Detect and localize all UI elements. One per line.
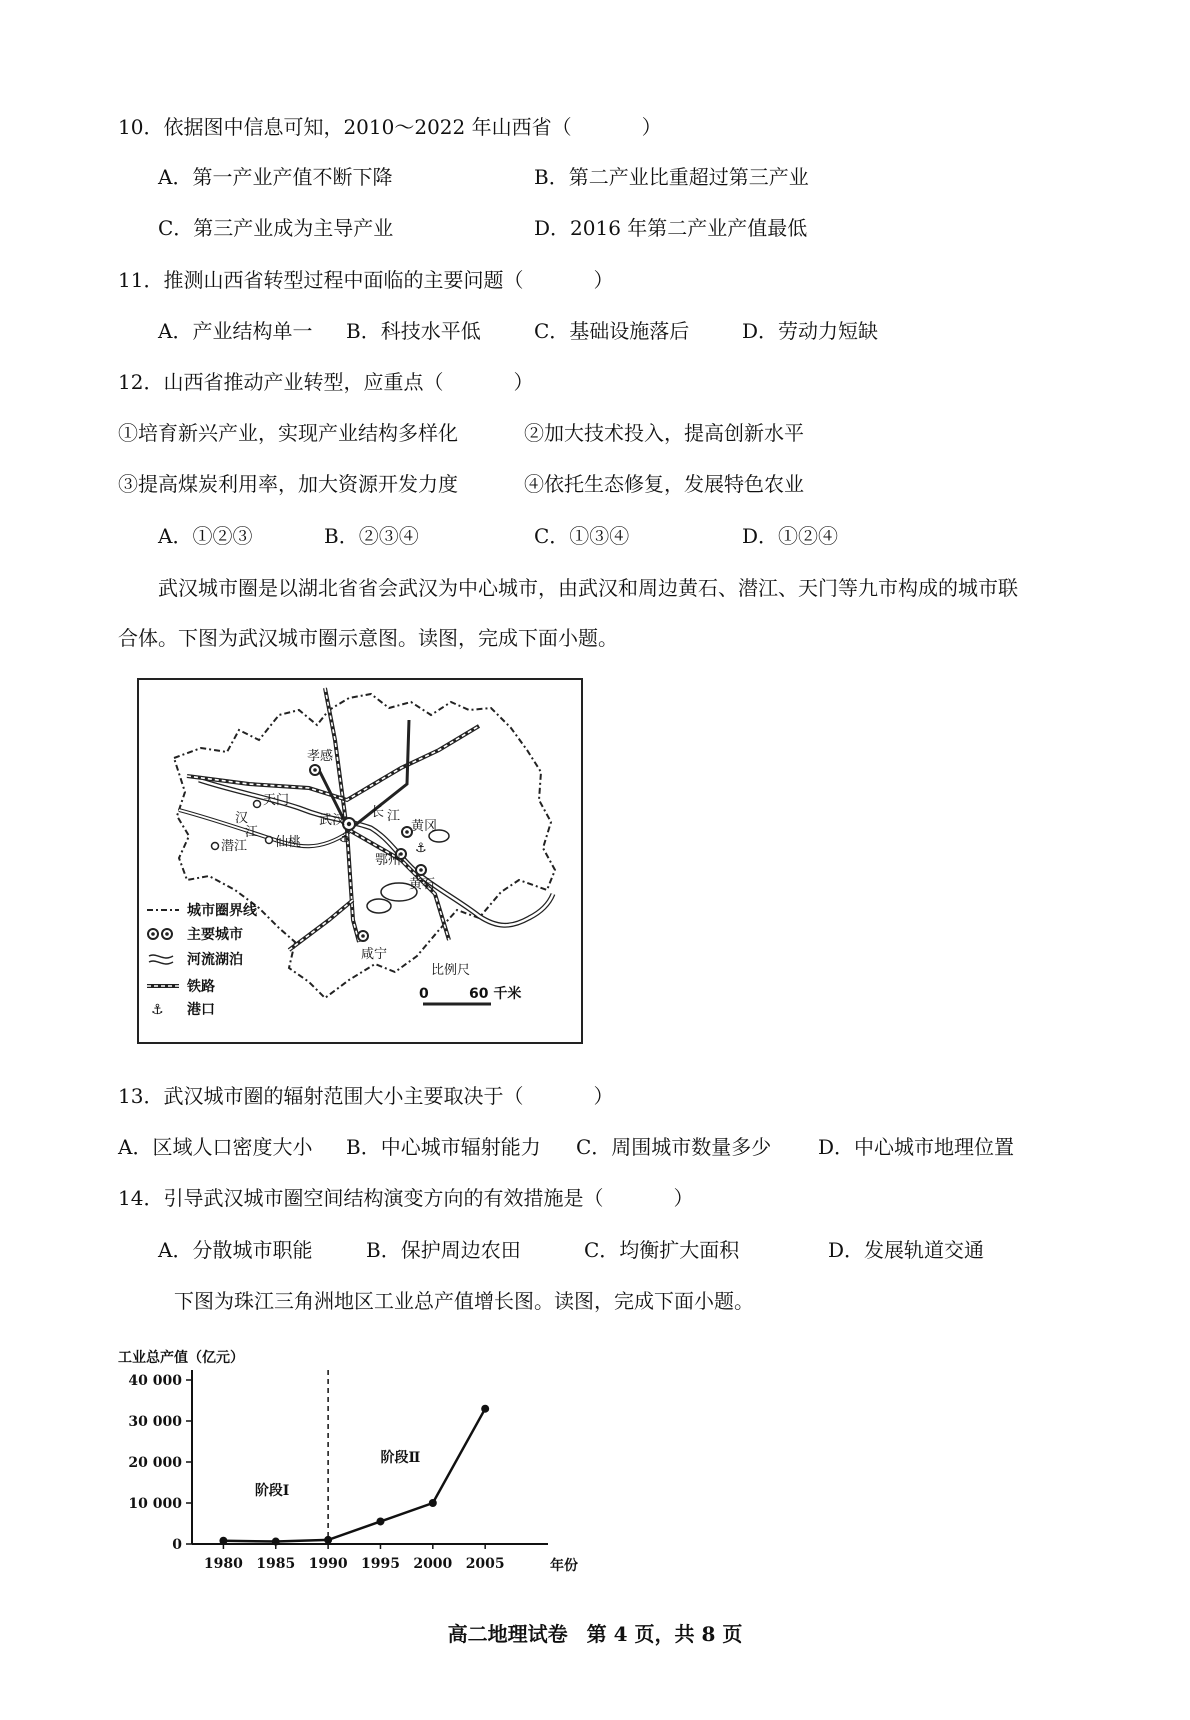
- y-tick-label: 10 000: [128, 1496, 182, 1512]
- city-qianjiang: [212, 843, 219, 850]
- map-legend: [147, 902, 258, 1018]
- x-tick-label: 2000: [413, 1556, 453, 1572]
- q12-option-d: D．①②④: [742, 524, 839, 548]
- label-wuhan: 武汉: [319, 813, 346, 828]
- label-jiang-han: 江: [245, 825, 259, 840]
- series-line: [223, 1409, 485, 1542]
- label-xiantao: 仙桃: [275, 835, 302, 850]
- wuhan-city-circle-map: [137, 678, 583, 1044]
- y-tick-label: 0: [172, 1537, 182, 1553]
- q12-item-4: ④依托生态修复，发展特色农业: [524, 472, 804, 496]
- q11-stem: 11．推测山西省转型过程中面临的主要问题（ ）: [118, 268, 614, 292]
- y-tick-label: 30 000: [128, 1414, 182, 1430]
- y-tick-label: 40 000: [128, 1373, 182, 1389]
- map-scale: [419, 963, 521, 1004]
- page-footer: [0, 1618, 1190, 1647]
- port-icon: ⚓: [339, 831, 351, 846]
- q13-stem: 13．武汉城市圈的辐射范围大小主要取决于（ ）: [118, 1084, 614, 1108]
- label-tianmen: 天门: [263, 793, 290, 808]
- data-point: [481, 1405, 489, 1413]
- q10-stem: 10．依据图中信息可知，2010～2022 年山西省（ ）: [118, 115, 662, 139]
- city-xiantao: [266, 837, 273, 844]
- port-icon: ⚓: [415, 841, 427, 856]
- scale-value: 60 千米: [469, 986, 522, 1002]
- passage-wuhan-line2: 合体。下图为武汉城市圈示意图。读图，完成下面小题。: [118, 626, 618, 650]
- x-tick-label: 1995: [360, 1556, 400, 1572]
- annotation-stage-1: 阶段Ⅰ: [254, 1482, 290, 1499]
- data-point: [272, 1538, 280, 1546]
- x-tick-label: 1980: [203, 1556, 243, 1572]
- map-svg: [139, 680, 581, 1042]
- q14-option-a: A．分散城市职能: [158, 1238, 313, 1262]
- footer-subject: 高二地理试卷: [447, 1622, 568, 1646]
- q10-option-c: C．第三产业成为主导产业: [158, 216, 394, 240]
- x-tick-label: 1990: [308, 1556, 348, 1572]
- label-xianning: 咸宁: [361, 947, 388, 962]
- q14-stem: 14．引导武汉城市圈空间结构演变方向的有效措施是（ ）: [118, 1186, 694, 1210]
- legend-river: 河流湖泊: [187, 952, 243, 968]
- q13-option-b: B．中心城市辐射能力: [346, 1135, 541, 1159]
- q14-option-b: B．保护周边农田: [366, 1238, 521, 1262]
- legend-port: 港口: [187, 1002, 215, 1018]
- anchor-icon: ⚓: [151, 1002, 164, 1018]
- label-qianjiang: 潜江: [221, 839, 248, 854]
- q13-option-d: D．中心城市地理位置: [818, 1135, 1015, 1159]
- scale-title: 比例尺: [431, 963, 471, 978]
- q10-option-b: B．第二产业比重超过第三产业: [534, 165, 809, 189]
- q11-option-a: A．产业结构单一: [158, 319, 313, 343]
- q12-option-c: C．①③④: [534, 524, 630, 548]
- q12-item-3: ③提高煤炭利用率，加大资源开发力度: [118, 472, 458, 496]
- x-tick-label: 1985: [256, 1556, 296, 1572]
- footer-page: 第 4 页，共 8 页: [586, 1622, 743, 1646]
- label-jiang-chang: 江: [387, 809, 401, 824]
- y-tick-label: 20 000: [128, 1455, 182, 1471]
- annotation-stage-2: 阶段Ⅱ: [380, 1450, 421, 1466]
- q13-option-c: C．周围城市数量多少: [576, 1135, 772, 1159]
- legend-boundary: 城市圈界线: [187, 903, 257, 919]
- scale-zero: 0: [419, 986, 429, 1002]
- city-huangshi: [416, 865, 426, 875]
- label-huangshi: 黄石: [409, 877, 436, 892]
- q10-option-d: D．2016 年第二产业产值最低: [534, 216, 808, 240]
- passage-wuhan-line1: 武汉城市圈是以湖北省省会武汉为中心城市，由武汉和周边黄石、潜江、天门等九市构成的城市联: [158, 576, 1018, 600]
- label-xiaogan: 孝感: [307, 749, 334, 764]
- q13-option-a: A．区域人口密度大小: [118, 1135, 313, 1159]
- x-tick-label: 2005: [465, 1556, 505, 1572]
- label-chang: 长: [371, 805, 385, 820]
- label-huanggang: 黄冈: [411, 819, 438, 834]
- passage-prd: 下图为珠江三角洲地区工业总产值增长图。读图，完成下面小题。: [174, 1289, 754, 1313]
- q12-option-b: B．②③④: [324, 524, 419, 548]
- q14-option-c: C．均衡扩大面积: [584, 1238, 740, 1262]
- q11-option-d: D．劳动力短缺: [742, 319, 879, 343]
- data-point: [376, 1517, 384, 1525]
- industrial-output-chart: [118, 1340, 588, 1590]
- q12-item-1: ①培育新兴产业，实现产业结构多样化: [118, 421, 458, 445]
- lake: [367, 899, 391, 913]
- data-point: [324, 1536, 332, 1544]
- q11-option-c: C．基础设施落后: [534, 319, 690, 343]
- chart-ylabel: 工业总产值（亿元）: [118, 1350, 244, 1366]
- legend-railway: 铁路: [187, 979, 215, 995]
- q12-option-a: A．①②③: [158, 524, 253, 548]
- q10-option-a: A．第一产业产值不断下降: [158, 165, 393, 189]
- data-point: [219, 1537, 227, 1545]
- q12-item-2: ②加大技术投入，提高创新水平: [524, 421, 804, 445]
- city-xiaogan: [310, 765, 320, 775]
- data-point: [429, 1499, 437, 1507]
- city-xianning: [358, 931, 368, 941]
- label-han: 汉: [235, 811, 249, 826]
- q12-stem: 12．山西省推动产业转型，应重点（ ）: [118, 370, 534, 394]
- railway: [289, 900, 353, 950]
- q11-option-b: B．科技水平低: [346, 319, 481, 343]
- q14-option-d: D．发展轨道交通: [828, 1238, 985, 1262]
- legend-city: 主要城市: [187, 927, 243, 943]
- city-tianmen: [254, 801, 261, 808]
- chart-xlabel: 年份: [550, 1558, 578, 1574]
- label-ezhou: 鄂州: [375, 853, 402, 868]
